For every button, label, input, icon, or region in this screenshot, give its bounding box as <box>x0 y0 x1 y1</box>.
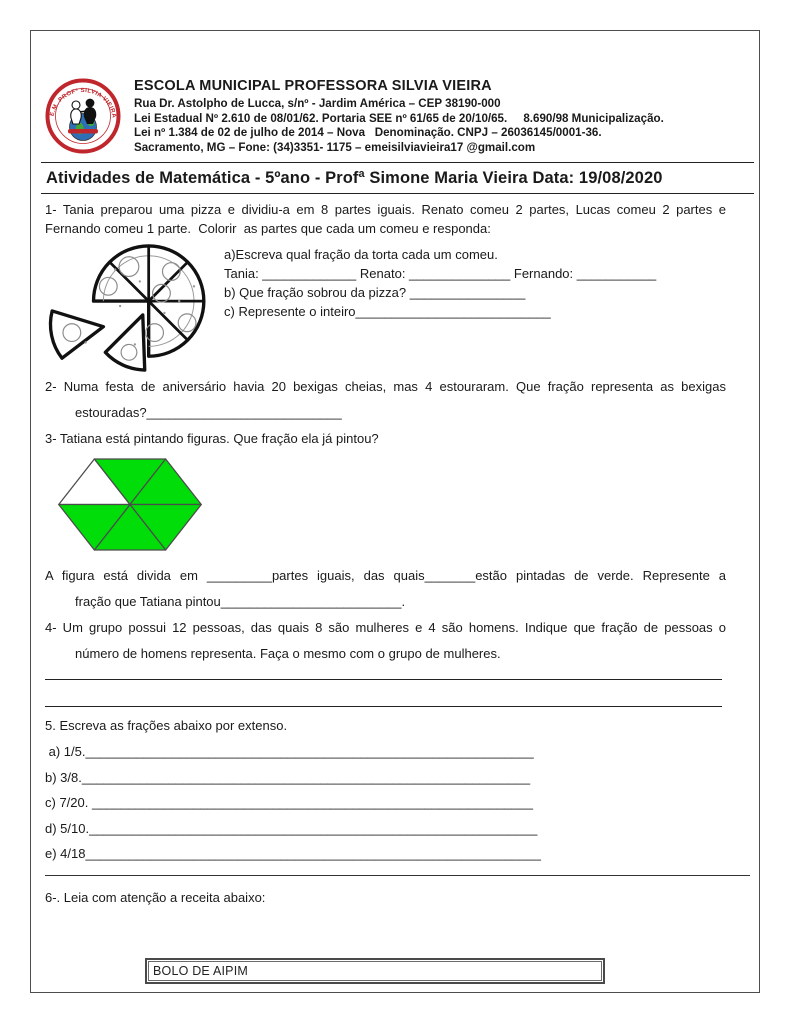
hexagon-caption-line-1: A figura está divida em _________partes iguais, das quais_______estão pintadas de verde. Represente a <box>45 568 726 584</box>
question-2-line-2: estouradas?___________________________ <box>75 405 342 421</box>
school-name: ESCOLA MUNICIPAL PROFESSORA SILVIA VIEIRA <box>134 78 492 94</box>
question-1a: a)Escreva qual fração da torta cada um comeu. <box>224 247 498 263</box>
worksheet-page <box>30 30 760 993</box>
question-2-text <box>45 374 726 426</box>
answer-line <box>45 667 722 680</box>
horizontal-rule-top <box>41 162 754 163</box>
hexagon-figure-wrap <box>55 456 726 553</box>
worksheet-title: Atividades de Matemática - 5ºano - Profª Simone Maria Vieira Data: 19/08/2020 <box>46 169 663 188</box>
question-4-text <box>45 615 726 667</box>
question-5-heading: 5. Escreva as frações abaixo por extenso. <box>45 718 288 734</box>
logo-top-arc-text: E.M. PROFª SILVIA VIEIRA <box>49 87 117 119</box>
question-1-line-2: Fernando comeu 1 parte. Colorir as partes que cada um comeu e responda: <box>45 221 491 237</box>
school-law-line-1: Lei Estadual Nº 2.610 de 08/01/62. Portaria SEE nº 61/65 de 20/10/65. 8.690/98 Municipalização. <box>134 111 664 125</box>
question-1-figure-row <box>45 242 726 372</box>
fraction-item: a) 1/5.______________________________________________________________ <box>45 744 534 760</box>
fraction-item: e) 4/18_______________________________________________________________ <box>45 846 541 862</box>
question-2-line-1: 2- Numa festa de aniversário havia 20 bexigas cheias, mas 4 estouraram. Que fração representa as bexigas <box>45 379 726 395</box>
hexagon-figure <box>55 456 205 553</box>
question-1-names-line: Tania: _____________ Renato: ______________ Fernando: ___________ <box>224 266 657 282</box>
fraction-item: b) 3/8.______________________________________________________________ <box>45 769 531 785</box>
question-3-text: 3- Tatiana está pintando figuras. Que fração ela já pintou? <box>45 431 379 447</box>
fraction-item: c) 7/20. _____________________________________________________________ <box>45 795 533 811</box>
question-1-text <box>45 200 726 238</box>
school-address: Rua Dr. Astolpho de Lucca, s/nº - Jardim América – CEP 38190-000 <box>134 97 501 110</box>
fraction-item: d) 5/10.______________________________________________________________ <box>45 820 538 836</box>
question-1-line-1: 1- Tania preparou uma pizza e dividiu-a em 8 partes iguais. Renato comeu 2 partes, Lucas comeu 2 partes e <box>45 202 726 218</box>
question-6-text: 6-. Leia com atenção a receita abaixo: <box>45 889 266 905</box>
section-divider <box>45 875 750 876</box>
school-contact: Sacramento, MG – Fone: (34)3351- 1175 – emeisilviavieira17 @gmail.com <box>134 140 536 154</box>
hexagon-caption-line-2: fração que Tatiana pintou_________________________. <box>75 594 406 610</box>
pizza-figure <box>45 242 210 372</box>
school-info-block <box>134 78 664 155</box>
question-1c: c) Represente o inteiro___________________________ <box>224 304 551 320</box>
question-4-line-1: 4- Um grupo possui 12 pessoas, das quais 8 são mulheres e 4 são homens. Indique que fração de pessoas o <box>45 620 726 636</box>
school-crest-logo <box>45 78 121 154</box>
question-1b: b) Que fração sobrou da pizza? ________________ <box>224 285 526 301</box>
question-4-line-2: número de homens representa. Faça o mesmo com o grupo de mulheres. <box>75 646 501 662</box>
question-1-subquestions <box>224 242 656 372</box>
recipe-title: BOLO DE AIPIM <box>153 963 248 978</box>
school-law-line-2: Lei nº 1.384 de 02 de julho de 2014 – Nova Denominação. CNPJ – 26036145/0001-36. <box>134 126 602 140</box>
answer-line <box>45 680 722 707</box>
recipe-title-box <box>145 958 605 984</box>
hexagon-caption-text <box>45 563 726 615</box>
horizontal-rule-under-title <box>41 193 754 194</box>
school-header <box>45 78 726 155</box>
